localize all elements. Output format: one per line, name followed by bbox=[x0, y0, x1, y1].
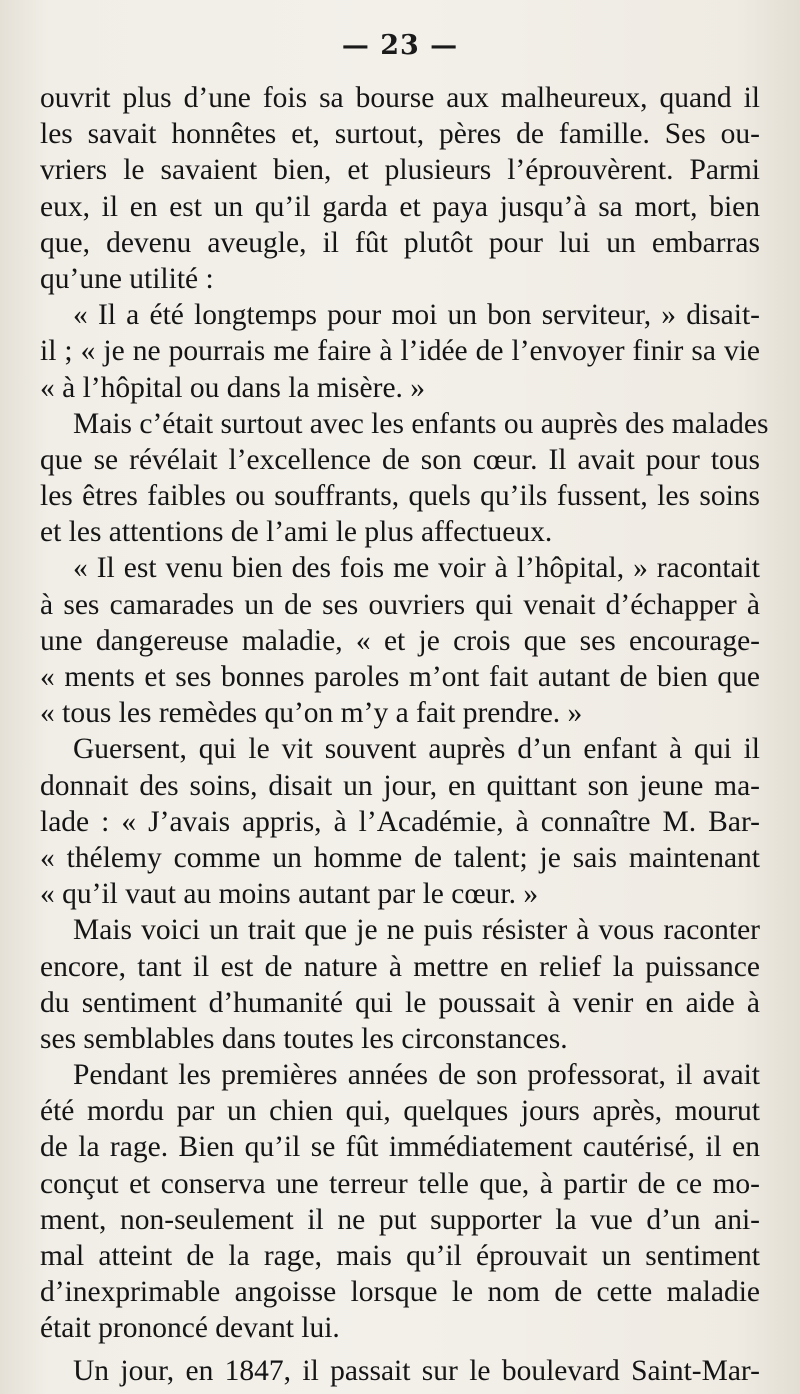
text-line: était prononcé devant lui. bbox=[40, 1312, 340, 1345]
text-line: vriers le savaient bien, et plusieurs l’éprouvèrent. Parmi bbox=[40, 154, 760, 187]
text-line: « à l’hôpital ou dans la misère. » bbox=[40, 371, 426, 404]
text-line: ment, non-seulement il ne put supporter la vue d’un ani- bbox=[40, 1203, 760, 1236]
text-line: « tous les remèdes qu’on m’y a fait prendre. » bbox=[40, 697, 583, 730]
text-line: ses semblables dans toutes les circonstances. bbox=[40, 1022, 568, 1055]
text-line: « Il a été longtemps pour moi un bon serviteur, » disait- bbox=[73, 299, 760, 332]
text-line: il ; « je ne pourrais me faire à l’idée de l’envoyer finir sa vie bbox=[40, 335, 760, 368]
text-line: d’inexprimable angoisse lorsque le nom de cette maladie bbox=[40, 1276, 760, 1309]
text-line: « thélemy comme un homme de talent; je sais maintenant bbox=[40, 841, 760, 874]
text-line: conçut et conserva une terreur telle que, à partir de ce mo- bbox=[40, 1167, 760, 1200]
text-line: donnait des soins, disait un jour, en quittant son jeune ma- bbox=[40, 769, 760, 802]
text-line: Un jour, en 1847, il passait sur le boulevard Saint-Mar- bbox=[73, 1354, 760, 1387]
text-line: qu’une utilité : bbox=[40, 262, 214, 295]
text-line: « qu’il vaut au moins autant par le cœur. » bbox=[40, 878, 539, 911]
text-line: à ses camarades un de ses ouvriers qui venait d’échapper à bbox=[40, 588, 760, 621]
body-text bbox=[40, 80, 769, 1389]
text-line: encore, tant il est de nature à mettre en relief la puissance bbox=[40, 950, 760, 983]
text-line: et les attentions de l’ami le plus affectueux. bbox=[40, 516, 553, 549]
text-line: que se révélait l’excellence de son cœur. Il avait pour tous bbox=[40, 443, 760, 476]
text-line: Mais voici un trait que je ne puis résister à vous raconter bbox=[73, 914, 760, 947]
text-line: de la rage. Bien qu’il se fût immédiatement cautérisé, il en bbox=[40, 1131, 760, 1164]
text-line: Guersent, qui le vit souvent auprès d’un enfant à qui il bbox=[73, 733, 760, 766]
text-line: une dangereuse maladie, « et je crois que ses encourage- bbox=[40, 624, 760, 657]
text-line: « Il est venu bien des fois me voir à l’hôpital, » racontait bbox=[73, 552, 760, 585]
text-line: les savait honnêtes et, surtout, pères de famille. Ses ou- bbox=[40, 118, 760, 151]
text-line: été mordu par un chien qui, quelques jours après, mourut bbox=[40, 1095, 760, 1128]
text-line: les êtres faibles ou souffrants, quels qu’ils fussent, les soins bbox=[40, 480, 760, 513]
text-line: ouvrit plus d’une fois sa bourse aux malheureux, quand il bbox=[40, 82, 760, 114]
text-line: mal atteint de la rage, mais qu’il éprouvait un sentiment bbox=[40, 1240, 760, 1272]
text-line: lade : « J’avais appris, à l’Académie, à connaître M. Bar- bbox=[40, 805, 760, 838]
text-line: que, devenu aveugle, il fût plutôt pour lui un embarras bbox=[40, 226, 760, 259]
page-number: — 23 — bbox=[341, 30, 459, 61]
text-line: du sentiment d’humanité qui le poussait à venir en aide à bbox=[40, 986, 760, 1019]
text-line: Pendant les premières années de son professorat, il avait bbox=[73, 1059, 760, 1092]
text-line: eux, il en est un qu’il garda et paya jusqu’à sa mort, bien bbox=[40, 190, 760, 223]
text-line: « ments et ses bonnes paroles m’ont fait autant de bien que bbox=[40, 661, 760, 693]
text-line: Mais c’était surtout avec les enfants ou auprès des malades bbox=[73, 407, 769, 440]
